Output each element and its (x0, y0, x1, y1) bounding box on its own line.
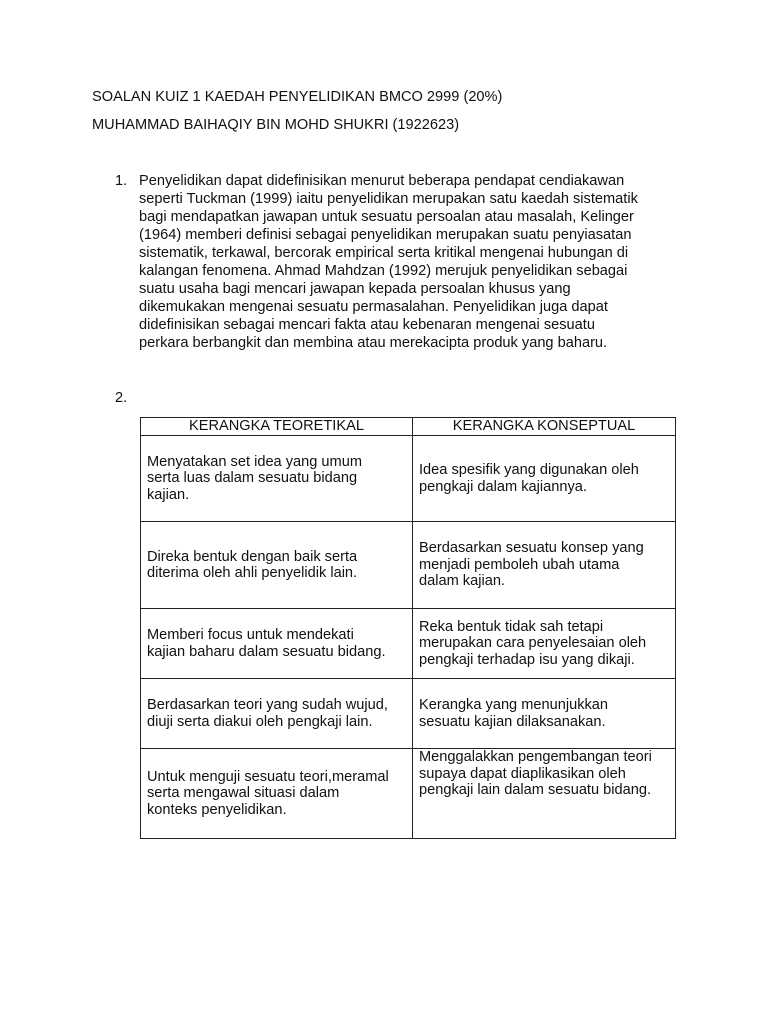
cell-line: Menggalakkan pengembangan teori (419, 749, 652, 765)
header-conceptual: KERANGKA KONSEPTUAL (413, 418, 676, 436)
comparison-table (140, 417, 676, 839)
question-1-number: 1. (115, 173, 128, 189)
table-row (141, 749, 676, 839)
cell-conceptual (413, 436, 676, 522)
cell-line: supaya dapat diaplikasikan oleh (419, 765, 626, 782)
answer-line: dikemukakan mengenai sesuatu permasalahan. Penyelidikan juga dapat (139, 299, 608, 315)
cell-line: Menyatakan set idea yang umum (147, 453, 362, 470)
cell-line: pengkaji terhadap isu yang dikaji. (419, 651, 635, 668)
answer-line: suatu usaha bagi mencari jawapan kepada persoalan khusus yang (139, 281, 571, 297)
cell-line: Berdasarkan sesuatu konsep yang (419, 540, 644, 557)
cell-theoretical (141, 609, 413, 679)
cell-line: konteks penyelidikan. (147, 801, 287, 818)
cell-line: kajian baharu dalam sesuatu bidang. (147, 643, 386, 660)
cell-line: pengkaji dalam kajiannya. (419, 478, 587, 495)
answer-line: didefinisikan sebagai mencari fakta atau kebenaran mengenai sesuatu (139, 317, 595, 333)
cell-theoretical (141, 522, 413, 609)
table-header-row (141, 418, 676, 436)
cell-line: diterima oleh ahli penyelidik lain. (147, 565, 358, 581)
cell-line: serta luas dalam sesuatu bidang (147, 470, 358, 487)
cell-line: serta mengawal situasi dalam (147, 785, 340, 802)
question-2-number: 2. (115, 390, 128, 406)
answer-line: seperti Tuckman (1999) iaitu penyelidikan merupakan satu kaedah sistematik (139, 191, 638, 207)
cell-line: Untuk menguji sesuatu teori,meramal (147, 768, 389, 785)
cell-conceptual (413, 749, 676, 839)
cell-line: Kerangka yang menunjukkan (419, 697, 609, 713)
cell-theoretical (141, 749, 413, 839)
cell-line: Idea spesifik yang digunakan oleh (419, 462, 639, 478)
cell-line: menjadi pemboleh ubah utama (419, 556, 620, 573)
table-row (141, 679, 676, 749)
cell-line: sesuatu kajian dilaksanakan. (419, 713, 606, 730)
cell-line: Berdasarkan teori yang sudah wujud, (147, 697, 388, 713)
cell-line: pengkaji lain dalam sesuatu bidang. (419, 782, 652, 798)
header-theoretical: KERANGKA TEORETIKAL (141, 418, 413, 436)
answer-line: bagi mendapatkan jawapan untuk sesuatu persoalan atau masalah, Kelinger (139, 209, 634, 225)
answer-line: (1964) memberi definisi sebagai penyelidikan merupakan suatu penyiasatan (139, 227, 632, 243)
answer-line: kalangan fenomena. Ahmad Mahdzan (1992) merujuk penyelidikan sebagai (139, 263, 628, 279)
cell-line: diuji serta diakui oleh pengkaji lain. (147, 713, 373, 730)
cell-conceptual (413, 609, 676, 679)
table-row (141, 609, 676, 679)
question-1-answer (139, 172, 679, 352)
answer-line: perkara berbangkit dan membina atau merekacipta produk yang baharu. (139, 335, 608, 351)
table-row (141, 522, 676, 609)
cell-conceptual (413, 522, 676, 609)
answer-line: Penyelidikan dapat didefinisikan menurut beberapa pendapat cendiakawan (139, 173, 625, 189)
student-name: MUHAMMAD BAIHAQIY BIN MOHD SHUKRI (1922623) (92, 117, 460, 133)
cell-line: Memberi focus untuk mendekati (147, 627, 354, 643)
cell-theoretical (141, 679, 413, 749)
cell-line: merupakan cara penyelesaian oleh (419, 635, 647, 652)
cell-line: Direka bentuk dengan baik serta (147, 548, 358, 565)
cell-line: kajian. (147, 486, 190, 503)
document-title: SOALAN KUIZ 1 KAEDAH PENYELIDIKAN BMCO 2999 (20%) (92, 89, 503, 105)
cell-theoretical (141, 436, 413, 522)
answer-line: sistematik, terkawal, bercorak empirical serta kritikal mengenai hubungan di (139, 245, 629, 261)
table-row (141, 436, 676, 522)
cell-conceptual (413, 679, 676, 749)
cell-line: Reka bentuk tidak sah tetapi (419, 618, 604, 635)
cell-line: dalam kajian. (419, 573, 505, 590)
